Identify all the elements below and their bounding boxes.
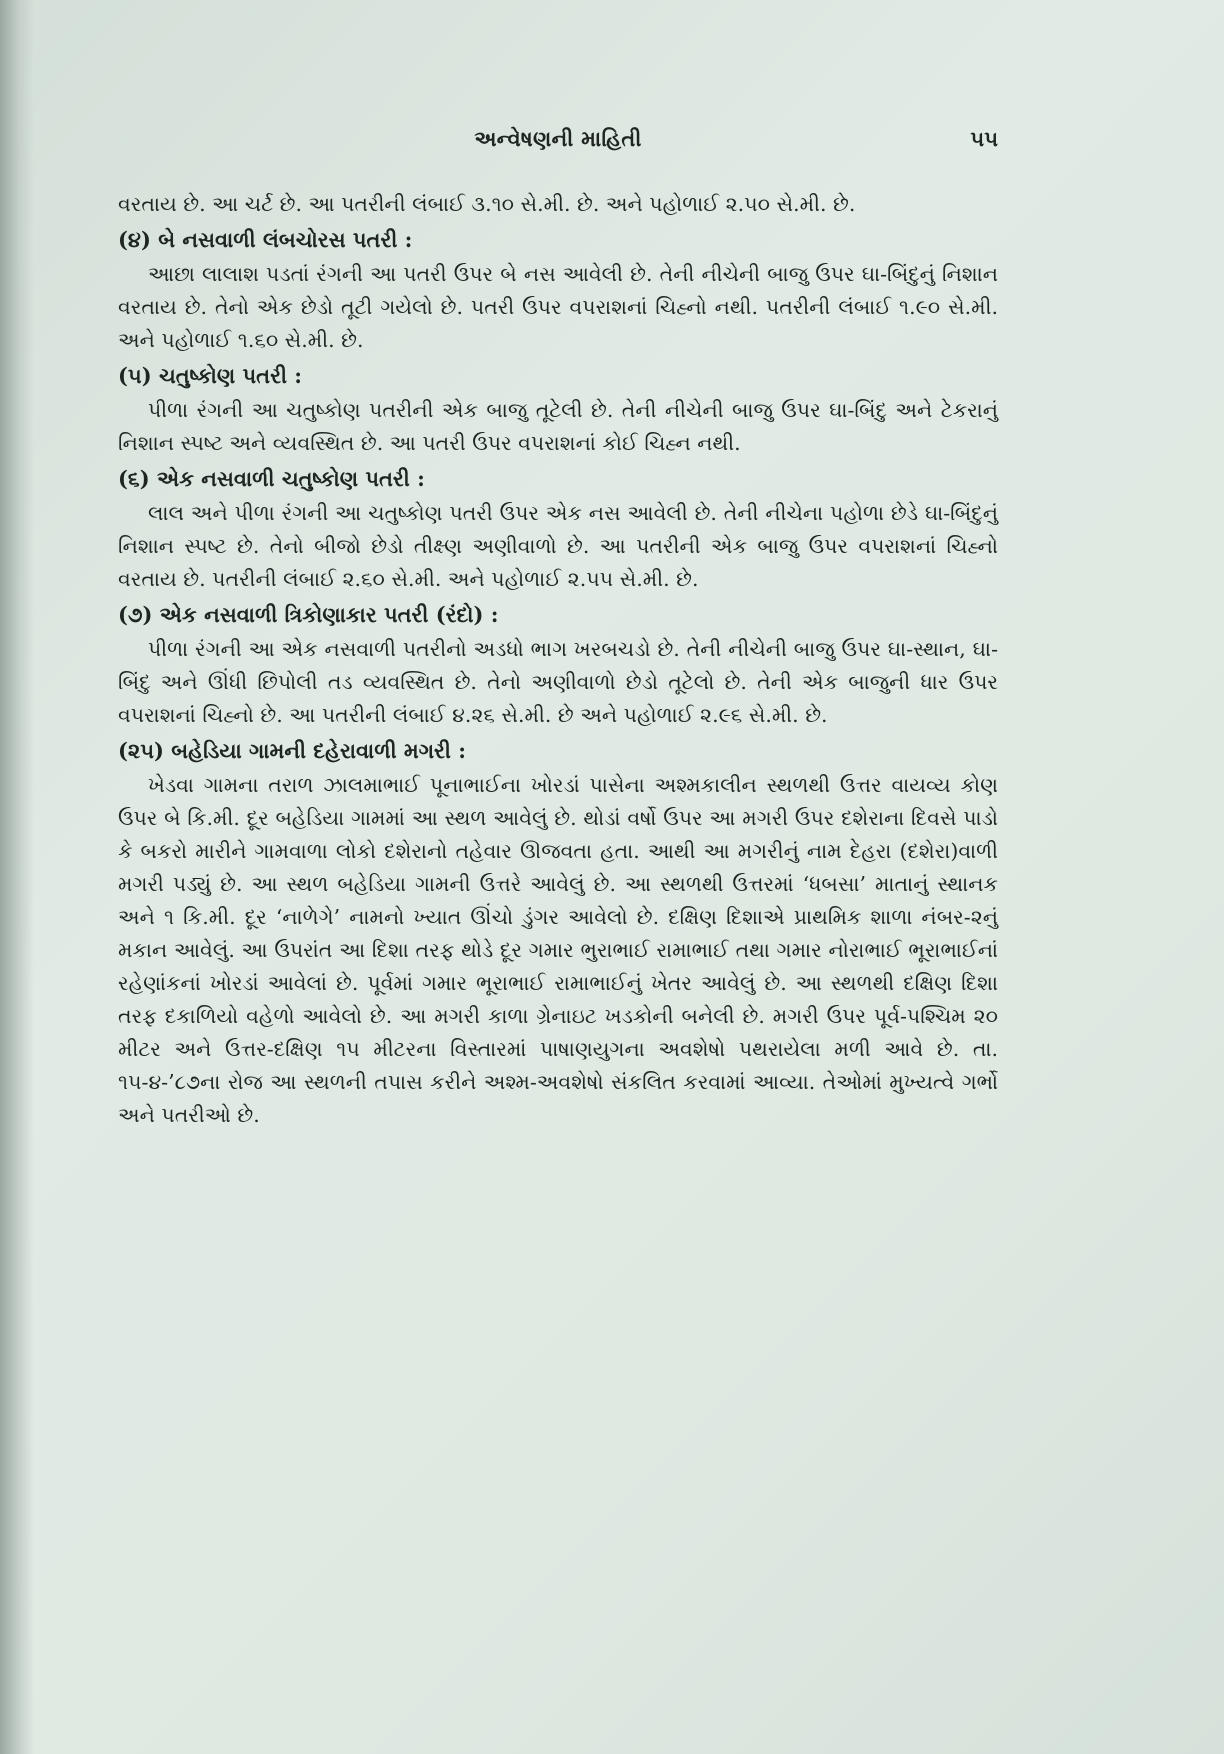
section-heading: (૫) ચતુષ્કોણ પતરી : [118,363,303,388]
paragraph: ખેડવા ગામના તરાળ ઝાલમાભાઈ પૂનાભાઈના ખોરડાં પાસેના અશ્મકાલીન સ્થળથી ઉત્તર વાયવ્ય કોણ ઉપર બે કિ.મી. દૂર બહેડિયા ગામમાં આ સ્થળ આવેલું છે. થોડાં વર્ષો ઉપર આ મગરી ઉપર દશેરાના દિવસે પાડો કે બકરો મારીને ગામવાળા લોકો દશેરાનો તહેવાર ઊજવતા હતા. આથી આ મગરીનું નામ દેહરા (દશેરા)વાળી મગરી પડ્યું છે. આ સ્થળ બહેડિયા ગામની ઉત્તરે આવેલું છે. આ સ્થળથી ઉત્તરમાં ‘ધબસા’ માતાનું સ્થાનક અને ૧ કિ.મી. દૂર ‘નાળેગે’ નામનો ખ્યાત ઊંચો ડુંગર આવેલો છે. દક્ષિણ દિશાએ પ્રાથમિક શાળા નંબર-૨નું મકાન આવેલું. આ ઉપરાંત આ દિશા તરફ થોડે દૂર ગમાર ભુરાભાઈ રામાભાઈ તથા ગમાર નોરાભાઈ ભૂરાભાઈનાં રહેણાંકનાં ખોરડાં આવેલાં છે. પૂર્વમાં ગમાર ભૂરાભાઈ રામાભાઈનું ખેતર આવેલું છે. આ સ્થળથી દક્ષિણ દિશા તરફ દકાળિયો વહેળો આવેલો છે. આ મગરી કાળા ગ્રેનાઇટ ખડકોની બનેલી છે. મગરી ઉપર પૂર્વ-પશ્ચિમ ૨૦ મીટર અને ઉત્તર-દક્ષિણ ૧૫ મીટરના વિસ્તારમાં પાષાણયુગના અવશેષો પથરાયેલા મળી આવે છે. તા. ૧૫-૪-’૮૭ના રોજ આ સ્થળની તપાસ કરીને અશ્મ-અવશેષો સંકલિત કરવામાં આવ્યા. તેઓમાં મુખ્યત્વે ગર્ભો અને પતરીઓ છે. [118,773,998,1127]
page-gutter-shadow [0,0,34,1754]
section-heading: (૬) એક નસવાળી ચતુષ્કોણ પતરી : [118,466,425,491]
running-title: અન્વેષણની માહિતી [474,126,642,151]
page-number: ૫૫ [970,126,998,151]
paragraph: પીળા રંગની આ ચતુષ્કોણ પતરીની એક બાજુ તૂટેલી છે. તેની નીચેની બાજુ ઉપર ઘા-બિંદુ અને ટેકરાનું નિશાન સ્પષ્ટ અને વ્યવસ્થિત છે. આ પતરી ઉપર વપરાશનાં કોઈ ચિહ્ન નથી. [118,398,998,455]
paragraph: વરતાય છે. આ ચર્ટ છે. આ પતરીની લંબાઈ ૩.૧૦ સે.મી. છે. અને પહોળાઈ ૨.૫૦ સે.મી. છે. [118,192,856,216]
section-heading: (૪) બે નસવાળી લંબચોરસ પતરી : [118,227,413,252]
page-header [118,126,998,162]
paragraph: પીળા રંગની આ એક નસવાળી પતરીનો અડધો ભાગ ખરબચડો છે. તેની નીચેની બાજુ ઉપર ઘા-સ્થાન, ઘા-બિંદુ અને ઊંધી છિપોલી તડ વ્યવસ્થિત છે. તેનો અણીવાળો છેડો તૂટેલો છે. તેની એક બાજુની ધાર ઉપર વપરાશનાં ચિહ્નો છે. આ પતરીની લંબાઈ ૪.૨૬ સે.મી. છે અને પહોળાઈ ૨.૯૬ સે.મી. છે. [118,637,998,727]
section-heading: (૨૫) બહેડિયા ગામની દહેરાવાળી મગરી : [118,738,466,763]
page-body [118,188,998,1132]
paragraph: લાલ અને પીળા રંગની આ ચતુષ્કોણ પતરી ઉપર એક નસ આવેલી છે. તેની નીચેના પહોળા છેડે ઘા-બિંદુનું નિશાન સ્પષ્ટ છે. તેનો બીજો છેડો તીક્ષ્ણ અણીવાળો છે. આ પતરીની એક બાજુ ઉપર વપરાશનાં ચિહ્નો વરતાય છે. પતરીની લંબાઈ ૨.૬૦ સે.મી. અને પહોળાઈ ૨.૫૫ સે.મી. છે. [118,501,998,591]
paragraph: આછા લાલાશ પડતાં રંગની આ પતરી ઉપર બે નસ આવેલી છે. તેની નીચેની બાજુ ઉપર ઘા-બિંદુનું નિશાન વરતાય છે. તેનો એક છેડો તૂટી ગયેલો છે. પતરી ઉપર વપરાશનાં ચિહ્નો નથી. પતરીની લંબાઈ ૧.૯૦ સે.મી. અને પહોળાઈ ૧.૬૦ સે.મી. છે. [118,262,998,352]
section-heading: (૭) એક નસવાળી ત્રિકોણાકાર પતરી (રંદો) : [118,602,499,627]
